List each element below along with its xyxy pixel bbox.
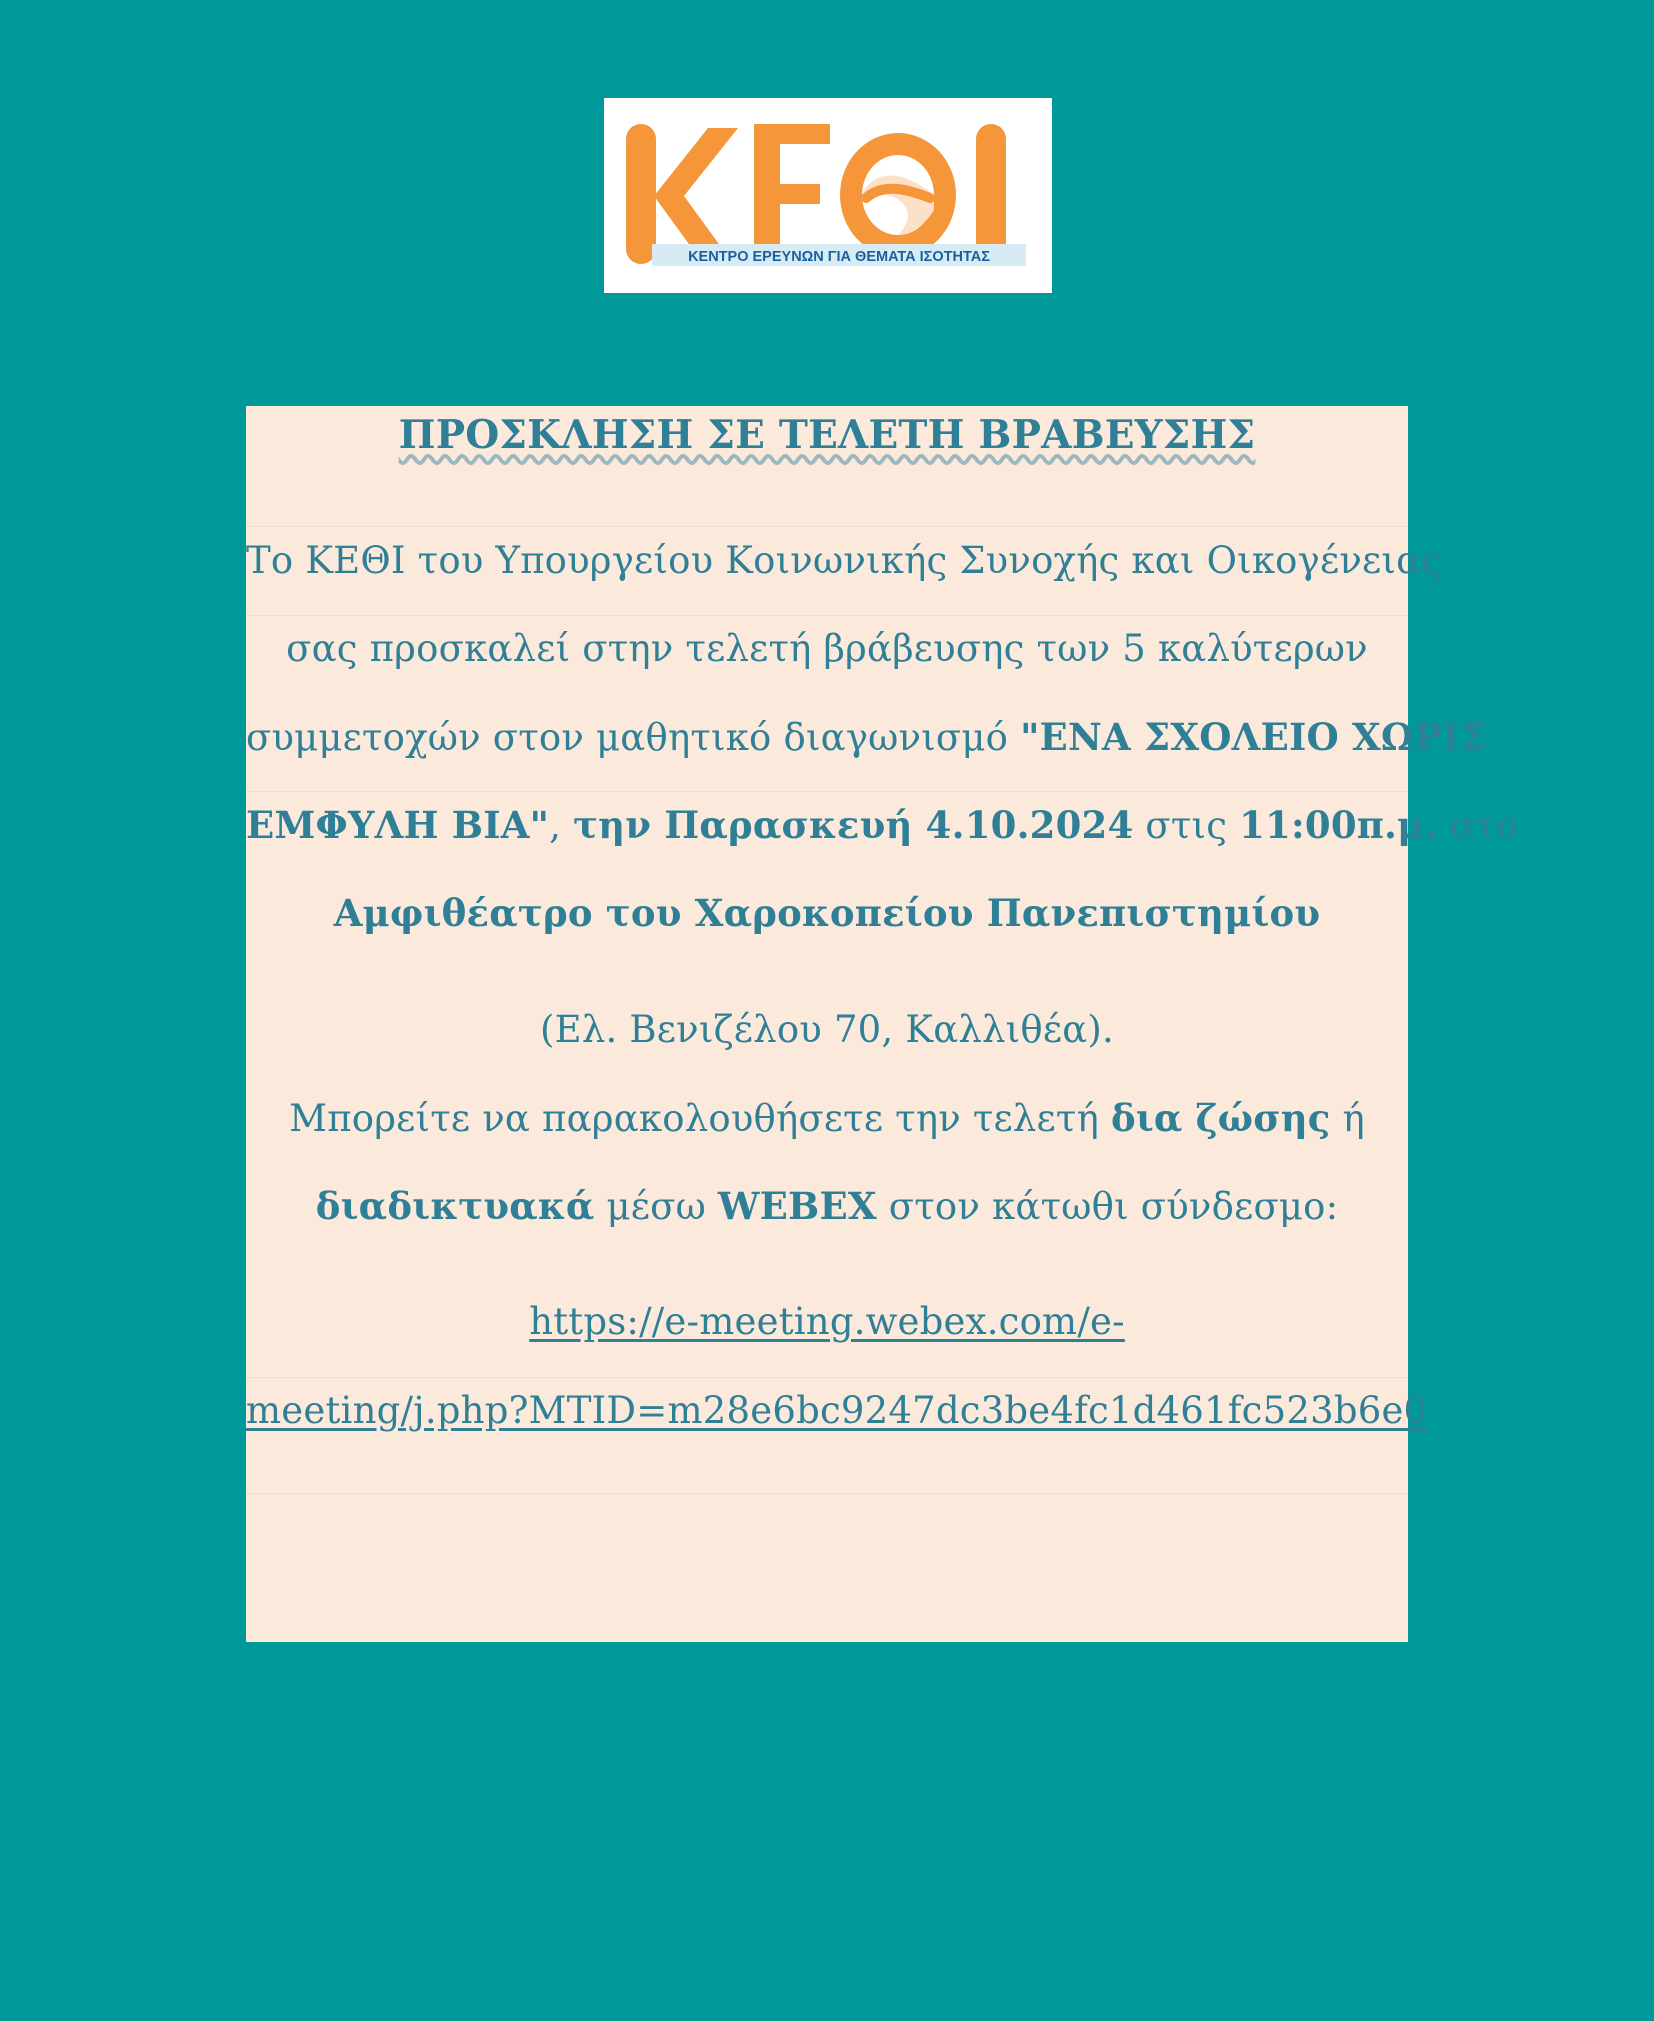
logo-tagline: ΚΕΝΤΡΟ ΕΡΕΥΝΩΝ ΓΙΑ ΘΕΜΑΤΑ ΙΣΟΤΗΤΑΣ bbox=[688, 249, 990, 265]
contest-name-part1: "ΕΝΑ ΣΧΟΛΕΙΟ ΧΩΡΙΣ bbox=[1020, 715, 1486, 759]
link-intro: στον κάτωθι σύνδεσμο: bbox=[876, 1185, 1339, 1228]
logo-letter-k-stem bbox=[626, 124, 656, 264]
paragraph-line-4 bbox=[246, 803, 1519, 848]
logo-letter-e bbox=[754, 124, 830, 264]
line7-text: Μπορείτε να παρακολουθήσετε την τελετή bbox=[289, 1097, 1111, 1140]
divider bbox=[246, 1493, 1408, 1494]
paragraph-line-2: σας προσκαλεί στην τελετή βράβευσης των 5 καλύτερων bbox=[286, 627, 1368, 670]
location-prefix: στο bbox=[1437, 804, 1519, 847]
or-text: ή bbox=[1330, 1097, 1365, 1140]
event-date: την Παρασκευή 4.10.2024 bbox=[573, 803, 1134, 847]
webex-link-part2[interactable]: meeting/j.php?MTID=m28e6bc9247dc3be4fc1d461fc523b6e0 bbox=[246, 1389, 1428, 1432]
webex-link-part1[interactable]: https://e-meeting.webex.com/e- bbox=[529, 1300, 1125, 1343]
line3-text: συμμετοχών στον μαθητικό διαγωνισμό bbox=[246, 716, 1021, 759]
at-text: στις bbox=[1133, 804, 1240, 847]
divider bbox=[246, 1377, 1408, 1378]
comma: , bbox=[549, 804, 574, 847]
paragraph-line-8 bbox=[246, 1184, 1408, 1229]
logo-graphic bbox=[604, 98, 1052, 293]
webex-link-line-1 bbox=[246, 1300, 1408, 1344]
invitation-title: ΠΡΟΣΚΛΗΣΗ ΣΕ ΤΕΛΕΤΗ ΒΡΑΒΕΥΣΗΣ bbox=[398, 412, 1256, 458]
contest-name-part2: ΕΜΦΥΛΗ ΒΙΑ" bbox=[246, 803, 550, 847]
webex-link-line-2 bbox=[246, 1389, 1428, 1433]
venue-address: (Ελ. Βενιζέλου 70, Καλλιθέα). bbox=[539, 1008, 1115, 1051]
logo bbox=[604, 98, 1052, 293]
event-time: 11:00π.μ. bbox=[1239, 803, 1438, 847]
venue-name: Αμφιθέατρο του Χαροκοπείου Πανεπιστημίου bbox=[333, 891, 1321, 935]
paragraph-line-7 bbox=[246, 1096, 1408, 1141]
online-label: διαδικτυακά bbox=[315, 1184, 595, 1228]
divider bbox=[246, 526, 1408, 527]
via-text: μέσω bbox=[594, 1185, 718, 1228]
invitation-card bbox=[246, 406, 1519, 1642]
paragraph-line-3 bbox=[246, 715, 1486, 760]
divider bbox=[246, 615, 1408, 616]
logo-letter-i bbox=[976, 124, 1006, 264]
divider bbox=[246, 791, 1408, 792]
webex-label: WEBEX bbox=[717, 1184, 877, 1228]
paragraph-line-1: Το ΚΕΘΙ του Υπουργείου Κοινωνικής Συνοχής και Οικογένειας bbox=[246, 539, 1443, 582]
in-person-label: δια ζώσης bbox=[1110, 1096, 1331, 1140]
logo-letter-k-arms bbox=[654, 128, 738, 262]
